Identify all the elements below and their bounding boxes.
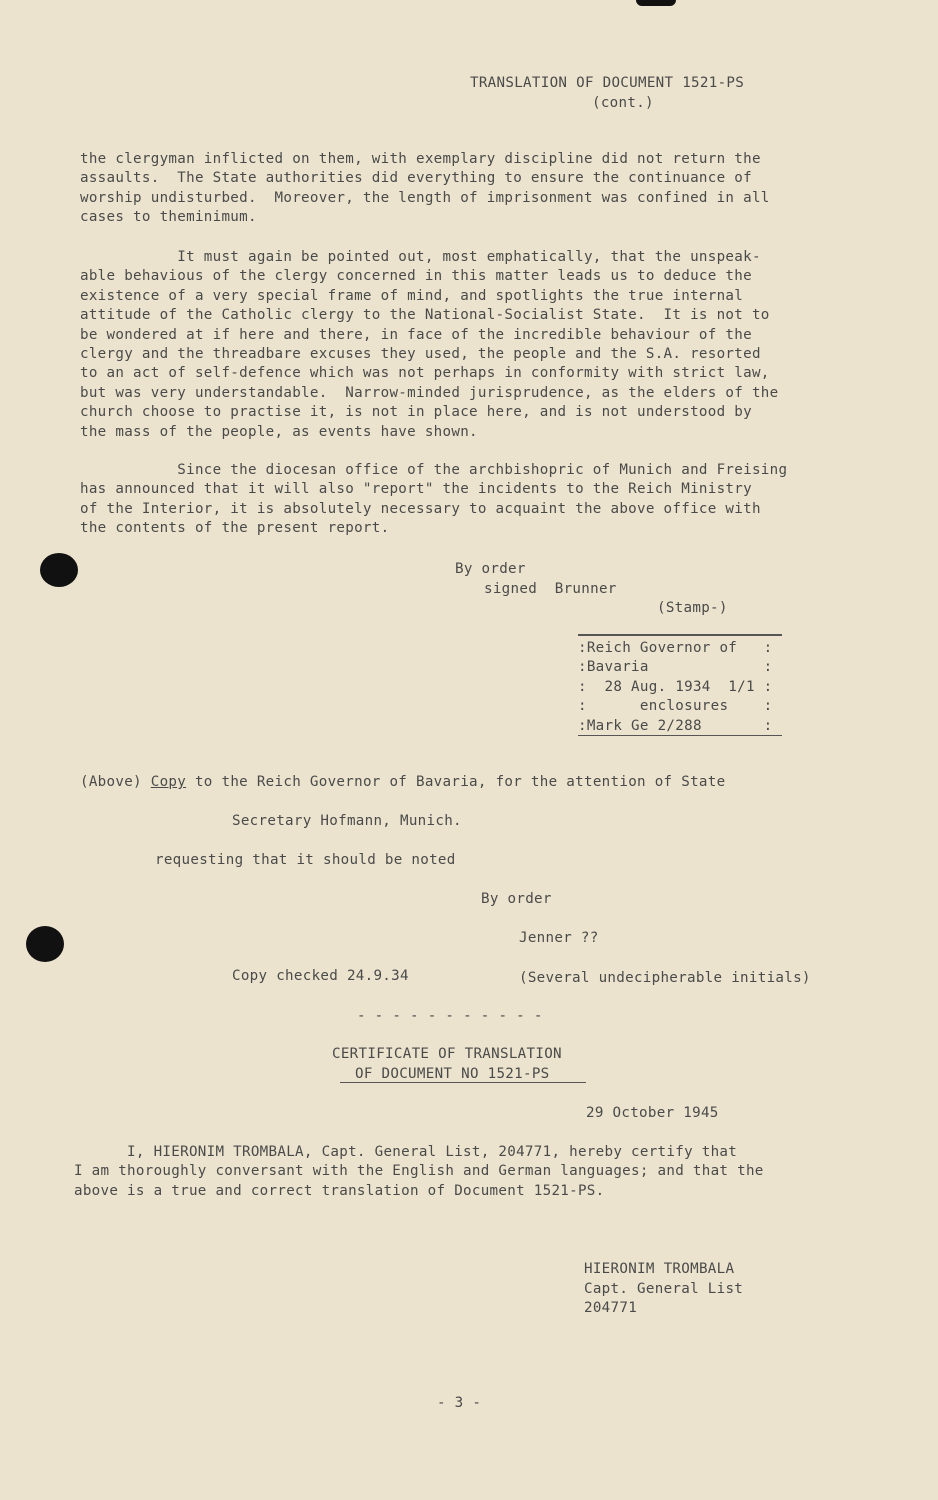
certificate-signature-name: HIERONIM TROMBALA bbox=[584, 1261, 735, 1277]
copy-word: Copy bbox=[150, 774, 187, 790]
paragraph-1 bbox=[80, 150, 850, 228]
certificate-title-underline bbox=[340, 1082, 586, 1083]
stamp-line: : 28 Aug. 1934 1/1 : bbox=[578, 678, 773, 695]
separator: - - - - - - - - - - - bbox=[357, 1008, 543, 1024]
stamp-top-line bbox=[578, 634, 782, 636]
paragraph-line: the contents of the present report. bbox=[80, 520, 390, 537]
punch-hole-bottom bbox=[26, 926, 64, 962]
paragraph-line: Since the diocesan office of the archbishopric of Munich and Freising bbox=[80, 462, 788, 478]
document-title: TRANSLATION OF DOCUMENT 1521-PS bbox=[470, 75, 745, 91]
stamp-label: (Stamp-) bbox=[657, 600, 728, 616]
stamp-line: : enclosures : bbox=[578, 698, 773, 715]
by-order: By order bbox=[455, 561, 526, 577]
copy-note-prefix: (Above) bbox=[80, 774, 151, 790]
copy-note-rest: to the Reich Governor of Bavaria, for the attention of State bbox=[186, 774, 726, 790]
copy-note-line-3: requesting that it should be noted bbox=[155, 852, 456, 868]
certificate-signature-rank: Capt. General List bbox=[584, 1281, 744, 1297]
paragraph-line: assaults. The State authorities did everything to ensure the continuance of bbox=[80, 170, 752, 187]
stamp-bottom-line bbox=[578, 735, 782, 736]
page-number: - 3 - bbox=[437, 1395, 482, 1411]
jenner-signature: Jenner ?? bbox=[519, 930, 599, 946]
paragraph-line: worship undisturbed. Moreover, the length of imprisonment was confined in all bbox=[80, 189, 770, 206]
paragraph-2 bbox=[80, 248, 850, 442]
stamp-box bbox=[578, 639, 773, 736]
paragraph-line: able behavious of the clergy concerned in this matter leads us to deduce the bbox=[80, 268, 752, 285]
copy-note-line-2: Secretary Hofmann, Munich. bbox=[232, 813, 462, 829]
certificate-line: above is a true and correct translation of Document 1521-PS. bbox=[74, 1182, 605, 1199]
paragraph-line: the mass of the people, as events have shown. bbox=[80, 423, 478, 440]
certificate-title-2: OF DOCUMENT NO 1521-PS bbox=[355, 1066, 550, 1082]
paragraph-line: attitude of the Catholic clergy to the National-Socialist State. It is not to bbox=[80, 307, 770, 324]
certificate-title-1: CERTIFICATE OF TRANSLATION bbox=[332, 1046, 562, 1062]
paragraph-line: to an act of self-defence which was not perhaps in conformity with strict law, bbox=[80, 365, 770, 382]
paragraph-line: has announced that it will also "report" the incidents to the Reich Ministry bbox=[80, 481, 752, 498]
paragraph-3 bbox=[80, 461, 850, 539]
paragraph-line: but was very understandable. Narrow-minded jurisprudence, as the elders of the bbox=[80, 384, 779, 401]
certificate-date: 29 October 1945 bbox=[586, 1105, 719, 1121]
paragraph-line: cases to theminimum. bbox=[80, 209, 257, 226]
paragraph-line: It must again be pointed out, most emphatically, that the unspeak- bbox=[80, 249, 761, 265]
paragraph-line: existence of a very special frame of mind, and spotlights the true internal bbox=[80, 287, 744, 304]
paragraph-line: the clergyman inflicted on them, with exemplary discipline did not return the bbox=[80, 151, 761, 167]
initials-note: (Several undecipherable initials) bbox=[519, 970, 811, 986]
certificate-line: I, HIERONIM TROMBALA, Capt. General List, 204771, hereby certify that bbox=[74, 1144, 738, 1160]
copy-checked: Copy checked 24.9.34 bbox=[232, 968, 409, 984]
copy-note-line-1 bbox=[80, 773, 725, 792]
certificate-line: I am thoroughly conversant with the English and German languages; and that the bbox=[74, 1163, 764, 1180]
paragraph-line: be wondered at if here and there, in face of the incredible behaviour of the bbox=[80, 326, 752, 343]
punch-hole-top bbox=[40, 553, 78, 587]
stamp-line: :Bavaria : bbox=[578, 659, 773, 676]
certificate-signature-number: 204771 bbox=[584, 1300, 638, 1316]
stamp-line: :Mark Ge 2/288 : bbox=[578, 717, 773, 734]
copy-by-order: By order bbox=[481, 891, 552, 907]
scan-mark-top bbox=[636, 0, 676, 6]
document-title-cont: (cont.) bbox=[592, 95, 654, 111]
paragraph-line: of the Interior, it is absolutely necessary to acquaint the above office with bbox=[80, 500, 761, 517]
paragraph-line: clergy and the threadbare excuses they used, the people and the S.A. resorted bbox=[80, 346, 761, 363]
certificate-body bbox=[74, 1143, 864, 1201]
paragraph-line: church choose to practise it, is not in place here, and is not understood by bbox=[80, 404, 752, 421]
signed-brunner: signed Brunner bbox=[484, 581, 617, 597]
stamp-line: :Reich Governor of : bbox=[578, 640, 773, 656]
